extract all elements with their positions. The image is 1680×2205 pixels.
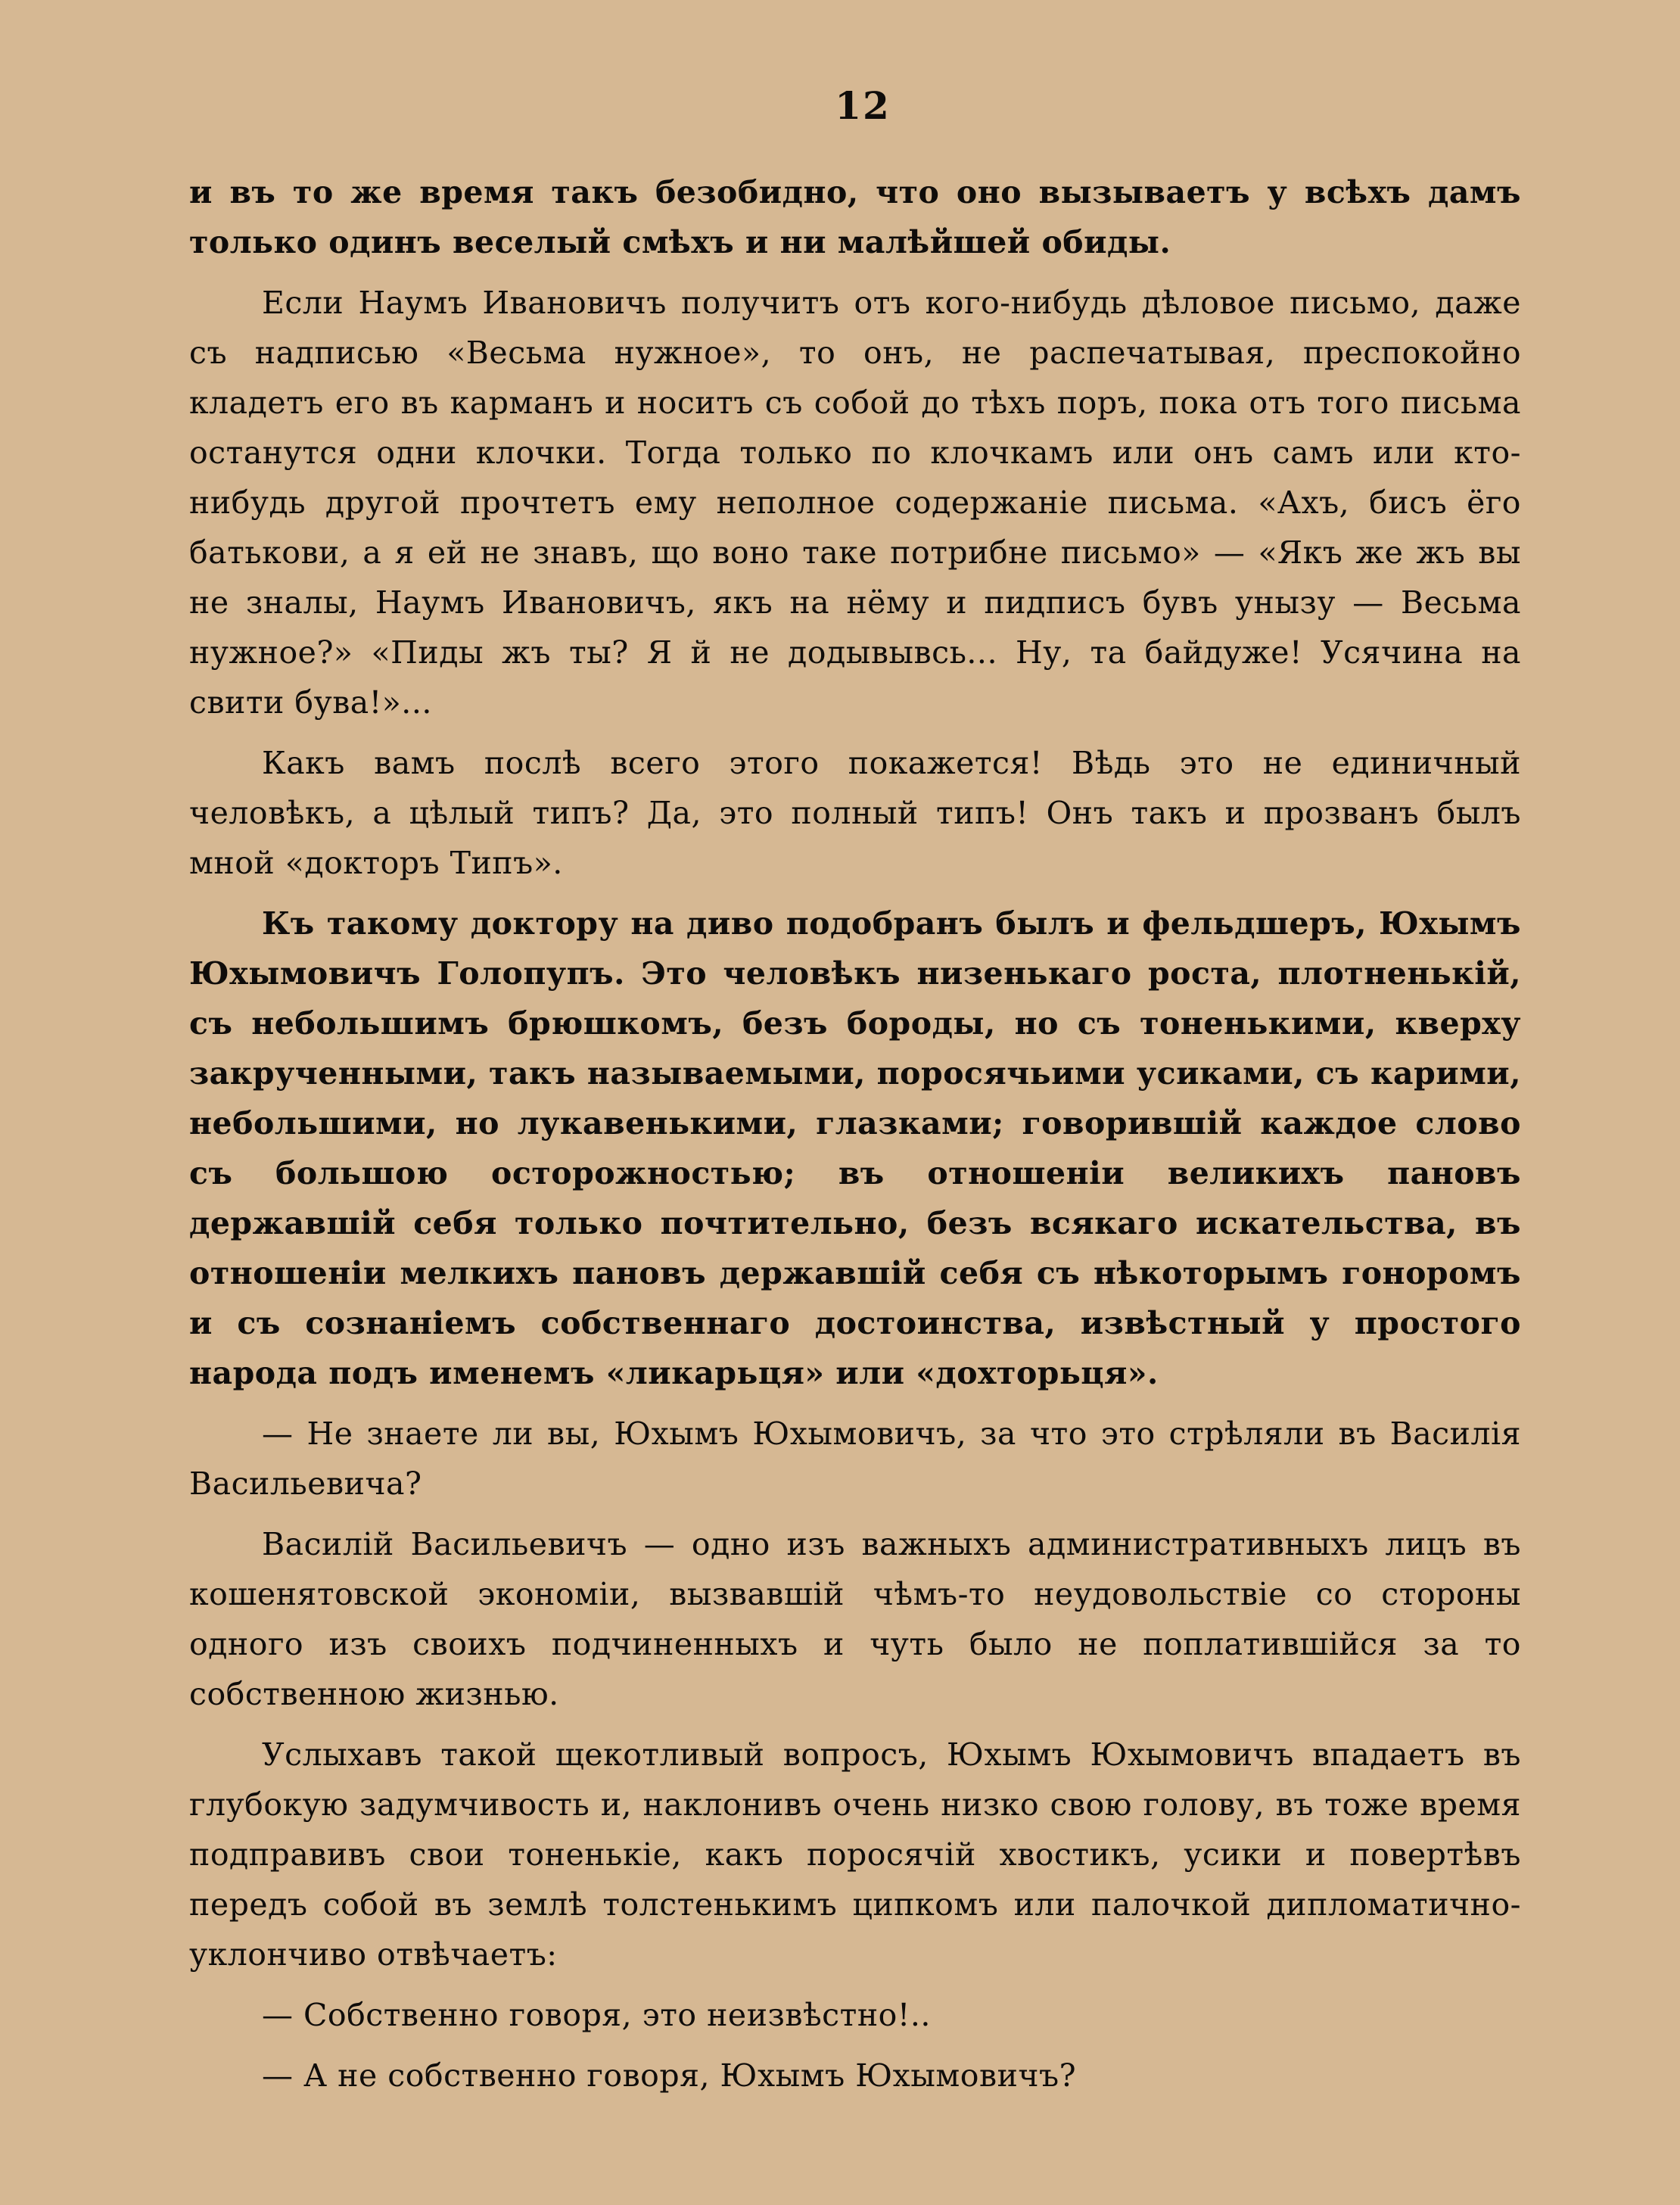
paragraph-8: — Собственно говоря, это неизвѣстно!..: [262, 1997, 931, 2033]
paragraph-7: Услыхавъ такой щекотливый вопросъ, Юхымъ Юхымовичъ впадаетъ въ глубокую задумчивость и, наклонивъ очень низко свою голову, въ тоже время подправивъ свои тоненькiе, какъ поросячiй хвостикъ, усики и повертѣвъ передъ собой въ землѣ толстенькимъ ципкомъ или палочкой дипломатично-уклончиво отвѣчаетъ:: [189, 1736, 1521, 1973]
paragraph-4: Къ такому доктору на диво подобранъ былъ и фельдшеръ, Юхымъ Юхымовичъ Голопупъ. Это человѣкъ низенькаго роста, плотненькiй, съ небольшимъ брюшкомъ, безъ бороды, но съ тоненькими, кверху закрученными, такъ называемыми, поросячьими усиками, съ карими, небольшими, но лукавенькими, глазками; говорившiй каждое слово съ большою осторожностью; въ отношенiи великихъ пановъ державшiй себя только почтительно, безъ всякаго искательства, въ отношенiи мелкихъ пановъ державшiй себя съ нѣкоторымъ гоноромъ и съ сознанiемъ собственнаго достоинства, извѣстный у простого народа подъ именемъ «ликарьця» или «дохторьця».: [189, 905, 1521, 1391]
page-number: 12: [835, 83, 891, 128]
paragraph-2: Если Наумъ Ивановичъ получитъ отъ кого-нибудь дѣловое письмо, даже съ надписью «Весьма нужное», то онъ, не распечатывая, преспокойно кладетъ его въ карманъ и носитъ съ собой до тѣхъ поръ, пока отъ того письма останутся одни клочки. Тогда только по клочкамъ или онъ самъ или кто-нибудь другой прочтетъ ему неполное содержанie письма. «Ахъ, бисъ ёго батькови, а я ей не знавъ, що воно таке потрибне письмо» — «Якъ же жъ вы не зналы, Наумъ Ивановичъ, якъ на нёму и пидписъ бувъ унызу — Весьма нужное?» «Пиды жъ ты? Я й не додывывсь... Ну, та байдуже! Усячина на свити бува!»...: [189, 285, 1521, 721]
paragraph-5: — Не знаете ли вы, Юхымъ Юхымовичъ, за что это стрѣляли въ Василiя Васильевича?: [189, 1415, 1521, 1502]
paragraph-9: — А не собственно говоря, Юхымъ Юхымовичъ?: [262, 2057, 1077, 2094]
paragraph-3: Какъ вамъ послѣ всего этого покажется! Вѣдь это не единичный человѣкъ, а цѣлый типъ? Да, это полный типъ! Онъ такъ и прозванъ былъ мной «докторъ Типъ».: [189, 745, 1521, 881]
book-page: [189, 83, 1521, 2111]
paragraph-6: Василiй Васильевичъ — одно изъ важныхъ административныхъ лицъ въ кошенятовской экономiи, вызвавшiй чѣмъ-то неудовольствiе со стороны одного изъ своихъ подчиненныхъ и чуть было не поплатившiйся за то собственною жизнью.: [189, 1526, 1521, 1712]
paragraph-1: и въ то же время такъ безобидно, что оно вызываетъ у всѣхъ дамъ только одинъ веселый смѣхъ и ни малѣйшей обиды.: [189, 174, 1521, 260]
